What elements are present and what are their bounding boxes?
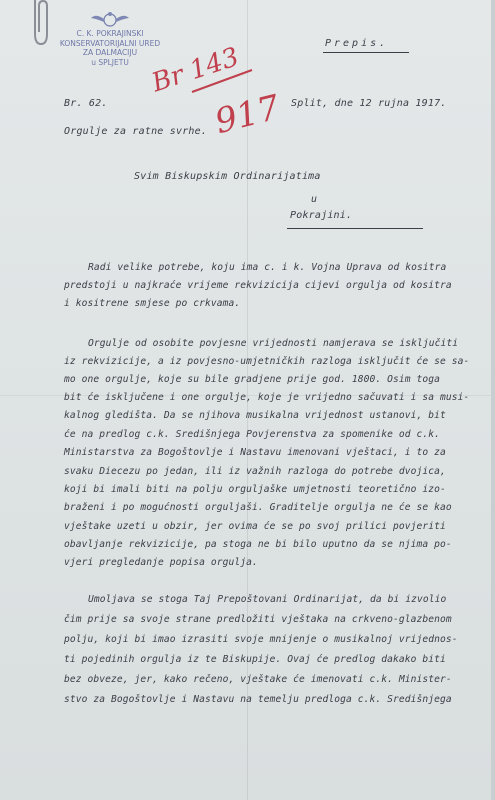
text-line: Umoljava se stoga Taj Prepoštovani Ordinarijat, da bi izvolio <box>88 594 447 605</box>
address-line-3: Pokrajini. <box>290 210 353 221</box>
text-line: stvo za Bogoštovlje i Nastavu na temelju predloga c.k. Središnjega <box>64 694 452 705</box>
stamp-line-4: u SPLJETU <box>91 57 129 67</box>
document-heading: Prepis. <box>325 38 389 49</box>
text-line: Orgulje od osobite povjesne vrijednosti namjerava se isključiti <box>88 338 459 349</box>
text-line: iz rekvizicije, a iz povjesno-umjetničkih razloga isključit će se sa- <box>64 356 470 367</box>
address-underline <box>287 228 423 229</box>
text-line: predstoji u najkraće vrijeme rekvizicija cijevi orgulja od kositra <box>64 280 452 291</box>
text-line: i kositrene smjese po crkvama. <box>64 298 241 309</box>
text-line: bez obveze, jer, kako rečeno, vještake će imenovati c.k. Minister- <box>64 674 452 685</box>
text-line: Ministarstva za Bogoštovlje i Nastavu imenovani vještaci, i to za <box>64 447 446 458</box>
text-line: bit će isključene i one orgulje, koje je vrijedno sačuvati i sa musi- <box>64 392 470 403</box>
text-line: braženi i po mogućnosti orguljaši. Graditelje orgulja ne će se kao <box>64 502 452 513</box>
text-line: kalnog gledišta. Da se njihova musikalna vrijednost ustanovi, bit <box>64 410 446 421</box>
subject-line: Orgulje za ratne svrhe. <box>64 126 208 137</box>
stamp-line-3: ZA DALMACIJU <box>82 48 138 57</box>
eagle-emblem-icon <box>90 10 130 28</box>
text-line: vještake uzeti u obzir, jer ovima će se po svoj prilici povjeriti <box>64 521 446 532</box>
text-line: koji bi imali biti na polju orguljaške umjetnosti teoretično izo- <box>64 484 446 495</box>
text-line: vjeri pregledanje popisa orgulja. <box>64 557 258 568</box>
paper-clip-icon <box>30 0 50 48</box>
text-line: obavljanje rekvizicije, pa stoga ne bi bilo uputno da se njima po- <box>64 539 452 550</box>
handwritten-top: Br 143 <box>148 42 243 99</box>
handwritten-bottom: 917 <box>211 87 284 143</box>
address-line-2: u <box>311 194 318 205</box>
stamp-line-1: C. K. POKRAJINSKI <box>76 29 144 38</box>
reference-number: Br. 62. <box>64 98 108 109</box>
address-line-1: Svim Biskupskim Ordinarijatima <box>134 171 321 182</box>
heading-underline <box>323 52 409 53</box>
text-line: Radi velike potrebe, koju ima c. i k. Vojna Uprava od kositra <box>88 262 447 273</box>
stamp-line-2: KONSERVATORIJALNI URED <box>59 38 161 48</box>
text-line: mo one orgulje, koje su bile gradjene prije god. 1800. Osim toga <box>64 374 441 385</box>
text-line: ti pojedinih orgulja iz te Biskupije. Ovaj će predlog dakako biti <box>64 654 446 665</box>
handwritten-annotation <box>148 42 284 143</box>
page-edge <box>491 0 495 800</box>
text-line: polju, koji bi imao izrasiti svoje mnijenje o musikalnoj vrijednos- <box>64 634 458 645</box>
place-date: Split, dne 12 rujna 1917. <box>291 98 447 109</box>
text-line: čim prije sa svoje strane predložiti vještaka na crkveno-glazbenom <box>64 614 452 625</box>
text-line: će na predlog c.k. Središnjega Povjerenstva za spomenike od c.k. <box>64 429 441 440</box>
text-line: svaku Diecezu po jedan, ili iz važnih razloga do potrebe dvojica, <box>64 466 446 477</box>
